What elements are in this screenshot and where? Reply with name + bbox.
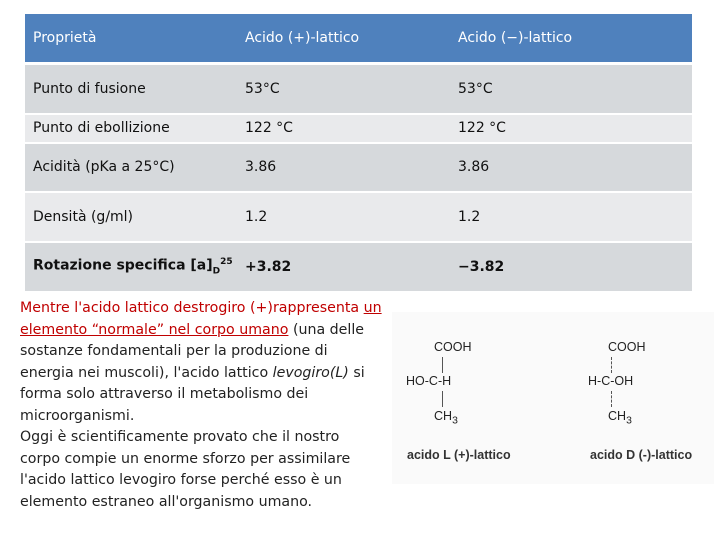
description-paragraph-2: Oggi è scientificamente provato che il nostro corpo compie un enorme sforzo per assimilare l'acido lattico levogiro forse perché esso è un elemento estraneo all'organismo umano. [20, 429, 351, 510]
rotation-value-minus: −3.82 [450, 242, 692, 292]
right-caption: acido D (-)-lattico [590, 448, 693, 462]
description-text-2: si forma solo attraverso il metabolismo dei microorganismi. [20, 364, 365, 424]
row-value-minus: 53°C [450, 64, 692, 114]
table-row-rotation [25, 242, 692, 292]
header-minus-lactic: Acido (−)-lattico [450, 14, 692, 64]
row-value-minus: 3.86 [450, 143, 692, 192]
header-plus-lactic: Acido (+)-lattico [237, 14, 450, 64]
table-header-row [25, 14, 692, 64]
description-levogiro: levogiro(L) [272, 364, 349, 381]
description-text [20, 298, 382, 513]
right-methyl: $CH_3$ [608, 409, 632, 427]
description-red-intro: Mentre l'acido lattico destrogiro (+)rappresenta [20, 300, 364, 316]
properties-table [25, 14, 692, 293]
row-label: Punto di ebollizione [25, 114, 237, 143]
row-value-minus: 122 °C [450, 114, 692, 143]
row-value-plus: 3.86 [237, 143, 450, 192]
row-value-plus: 1.2 [237, 192, 450, 242]
right-cooh: COOH [608, 340, 646, 354]
left-methyl: $CH_3$ [434, 409, 458, 427]
rotation-label: Rotazione specifica $[a]_D^{25}$ [25, 242, 237, 292]
row-label: Punto di fusione [25, 64, 237, 114]
left-center-carbon: HO-C-H [406, 374, 452, 388]
right-bond-top [611, 357, 613, 373]
table-row [25, 143, 692, 192]
left-cooh: COOH [434, 340, 472, 354]
left-bond-top [442, 357, 443, 373]
header-property: Proprietà [25, 14, 237, 64]
description-text-1: (una delle sostanze fondamentali per la produzione di energia nei muscoli), l'acido lattico [20, 321, 365, 381]
table-row [25, 114, 692, 143]
left-caption: acido L (+)-lattico [407, 448, 511, 462]
right-center-carbon: H-C-OH [588, 374, 634, 388]
rotation-value-plus: +3.82 [237, 242, 450, 292]
lactic-acid-structures-image [392, 312, 714, 484]
row-value-minus: 1.2 [450, 192, 692, 242]
right-bond-bottom [611, 391, 613, 407]
description-red-underlined: un elemento “normale” nel corpo umano [20, 300, 382, 338]
table-row [25, 64, 692, 114]
table-row [25, 192, 692, 242]
row-label: Densità (g/ml) [25, 192, 237, 242]
row-label: Acidità (pKa a 25°C) [25, 143, 237, 192]
row-value-plus: 122 °C [237, 114, 450, 143]
left-bond-bottom [442, 391, 443, 407]
row-value-plus: 53°C [237, 64, 450, 114]
